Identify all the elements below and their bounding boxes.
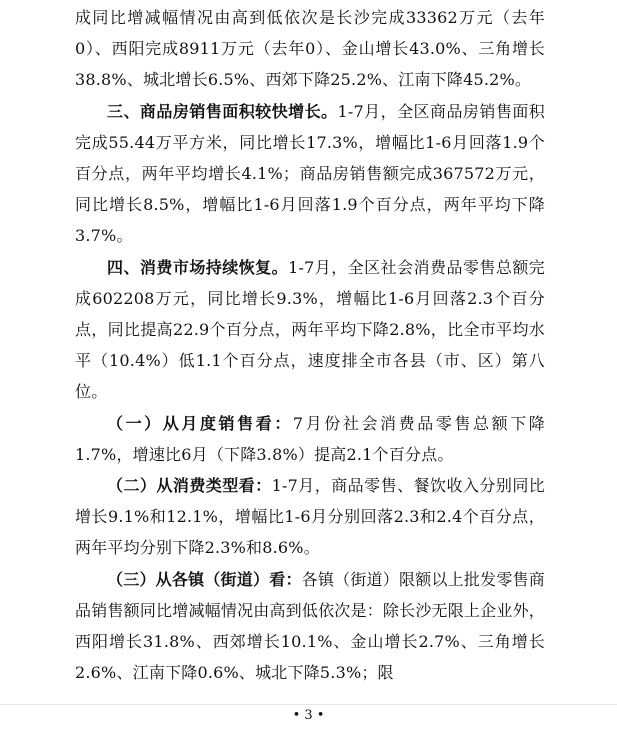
paragraph-text: 1-7月，全区商品房销售面积完成55.44万平方米，同比增长17.3%，增幅比1-6月回落1.9个百分点，两年平均增长4.1%；商品房销售额完成367572万元，同比增长8.5%，增幅比1-6月回落1.9个百分点，两年平均下降3.7%。: [75, 101, 545, 246]
body-text: [75, 2, 545, 688]
paragraph-consumption-type: [75, 470, 545, 564]
paragraph-text: 1-7月，商品零售、餐饮收入分别同比增长9.1%和12.1%，增幅比1-6月分别回落2.3和2.4个百分点，两年平均分别下降2.3%和8.6%。: [75, 476, 545, 558]
paragraph-consumer-market: [75, 252, 545, 408]
paragraph-continuation: [75, 2, 545, 96]
paragraph-monthly-sales: [75, 408, 545, 470]
paragraph-text: 成同比增减幅情况由高到低依次是长沙完成33362万元（去年0）、西阳完成8911万元（去年0）、金山增长43.0%、三角增长38.8%、城北增长6.5%、西郊下降25.2%、江南下降45.2%。: [75, 8, 545, 90]
subsection-heading: （二）从消费类型看：: [107, 476, 272, 496]
page-number: • 3 •: [292, 708, 325, 723]
paragraph-housing-sales: [75, 96, 545, 252]
footer-divider: [0, 704, 617, 705]
paragraph-text: 1-7月，全区社会消费品零售总额完成602208万元，同比增长9.3%，增幅比1-6月回落2.3个百分点，同比提高22.9个百分点，两年平均下降2.8%，比全市平均水平（10.4%）低1.1个百分点，速度排全市各县（市、区）第八位。: [75, 257, 546, 402]
section-heading: 三、商品房销售面积较快增长。: [107, 101, 338, 121]
paragraph-text: 7月份社会消费品零售总额下降1.7%，增速比6月（下降3.8%）提高2.1个百分点。: [75, 413, 545, 464]
section-heading: 四、消费市场持续恢复。: [107, 257, 289, 277]
paragraph-text: 各镇（街道）限额以上批发零售商品销售额同比增减幅情况由高到低依次是：除长沙无限上企业外，西阳增长31.8%、西郊增长10.1%、金山增长2.7%、三角增长2.6%、江南下降0.6%、城北下降5.3%；限: [75, 569, 545, 683]
subsection-heading: （一）从月度销售看：: [107, 413, 293, 433]
subsection-heading: （三）从各镇（街道）看：: [107, 569, 302, 589]
paragraph-towns: [75, 564, 545, 689]
